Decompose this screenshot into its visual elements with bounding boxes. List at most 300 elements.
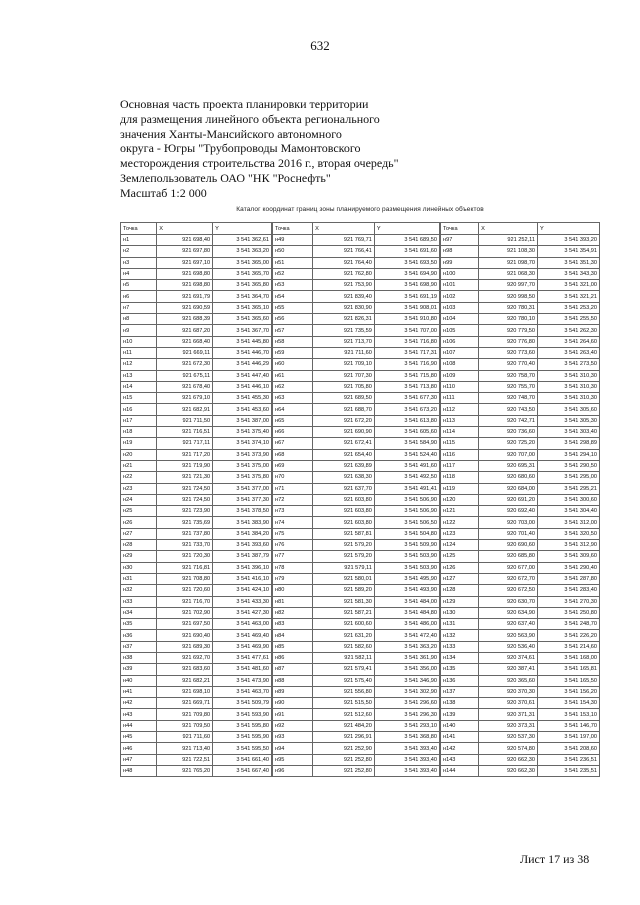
point-cell: н96 xyxy=(273,765,313,776)
point-cell: н88 xyxy=(273,675,313,686)
table-row xyxy=(441,404,600,415)
point-cell: н42 xyxy=(121,698,157,709)
x-cell: 921 582,60 xyxy=(313,641,375,652)
x-cell: 921 679,10 xyxy=(157,393,213,404)
point-cell: н92 xyxy=(273,720,313,731)
x-cell: 921 826,31 xyxy=(313,314,375,325)
table-row xyxy=(121,235,272,246)
point-cell: н143 xyxy=(441,754,479,765)
x-cell: 920 703,00 xyxy=(479,517,538,528)
y-cell: 3 541 453,60 xyxy=(213,404,272,415)
point-cell: н57 xyxy=(273,325,313,336)
point-cell: н103 xyxy=(441,302,479,313)
point-cell: н24 xyxy=(121,494,157,505)
x-cell: 921 587,81 xyxy=(313,528,375,539)
point-cell: н107 xyxy=(441,347,479,358)
y-cell: 3 541 393,40 xyxy=(374,743,439,754)
table-row xyxy=(441,641,600,652)
y-cell: 3 541 503,90 xyxy=(374,551,439,562)
y-cell: 3 541 593,90 xyxy=(213,709,272,720)
y-cell: 3 541 248,70 xyxy=(537,619,599,630)
table-row xyxy=(273,607,440,618)
point-cell: н15 xyxy=(121,393,157,404)
x-cell: 921 672,41 xyxy=(313,438,375,449)
point-cell: н7 xyxy=(121,302,157,313)
y-cell: 3 541 387,79 xyxy=(213,551,272,562)
point-cell: н90 xyxy=(273,698,313,709)
x-cell: 921 579,41 xyxy=(313,664,375,675)
y-cell: 3 541 707,00 xyxy=(374,325,439,336)
point-cell: н66 xyxy=(273,427,313,438)
table-row xyxy=(441,619,600,630)
y-cell: 3 541 595,50 xyxy=(213,743,272,754)
point-cell: н51 xyxy=(273,257,313,268)
y-cell: 3 541 716,90 xyxy=(374,359,439,370)
point-cell: н135 xyxy=(441,664,479,675)
table-row xyxy=(121,585,272,596)
table-row xyxy=(121,573,272,584)
title-line: Масштаб 1:2 000 xyxy=(120,185,207,200)
x-cell: 921 713,40 xyxy=(157,743,213,754)
point-cell: н70 xyxy=(273,472,313,483)
y-cell: 3 541 384,20 xyxy=(213,528,272,539)
y-cell: 3 541 365,80 xyxy=(213,280,272,291)
y-cell: 3 541 717,31 xyxy=(374,347,439,358)
y-cell: 3 541 295,00 xyxy=(537,472,599,483)
x-cell: 921 556,80 xyxy=(313,686,375,697)
table-row xyxy=(441,268,600,279)
table-row xyxy=(441,517,600,528)
y-cell: 3 541 290,50 xyxy=(537,460,599,471)
point-cell: н4 xyxy=(121,268,157,279)
x-cell: 920 662,30 xyxy=(479,765,538,776)
table-row xyxy=(441,528,600,539)
table-row xyxy=(441,732,600,743)
table-row xyxy=(273,720,440,731)
table-row xyxy=(121,291,272,302)
y-cell: 3 541 375,40 xyxy=(213,427,272,438)
x-cell: 921 689,30 xyxy=(157,641,213,652)
y-cell: 3 541 377,30 xyxy=(213,494,272,505)
point-cell: н99 xyxy=(441,257,479,268)
table-row xyxy=(441,652,600,663)
table-row xyxy=(273,257,440,268)
point-cell: н97 xyxy=(441,235,479,246)
point-cell: н94 xyxy=(273,743,313,754)
x-cell: 920 536,40 xyxy=(479,641,538,652)
point-cell: н62 xyxy=(273,381,313,392)
table-row xyxy=(273,393,440,404)
point-cell: н106 xyxy=(441,336,479,347)
point-cell: н77 xyxy=(273,551,313,562)
y-cell: 3 541 304,40 xyxy=(537,506,599,517)
x-cell: 921 688,70 xyxy=(313,404,375,415)
x-cell: 921 682,21 xyxy=(157,675,213,686)
point-cell: н120 xyxy=(441,494,479,505)
point-cell: н30 xyxy=(121,562,157,573)
x-cell: 921 669,11 xyxy=(157,347,213,358)
table-row xyxy=(121,381,272,392)
x-cell: 921 252,11 xyxy=(479,235,538,246)
y-cell: 3 541 362,61 xyxy=(213,235,272,246)
table-row xyxy=(273,709,440,720)
x-cell: 920 736,60 xyxy=(479,427,538,438)
x-cell: 920 755,70 xyxy=(479,381,538,392)
point-cell: н110 xyxy=(441,381,479,392)
y-cell: 3 541 253,20 xyxy=(537,302,599,313)
table-row xyxy=(121,540,272,551)
y-cell: 3 541 503,90 xyxy=(374,562,439,573)
point-cell: н84 xyxy=(273,630,313,641)
x-cell: 920 685,80 xyxy=(479,551,538,562)
y-cell: 3 541 363,20 xyxy=(213,246,272,257)
column-header-point: Точка xyxy=(441,223,479,235)
y-cell: 3 541 305,30 xyxy=(537,415,599,426)
y-cell: 3 541 694,90 xyxy=(374,268,439,279)
x-cell: 921 713,70 xyxy=(313,336,375,347)
table-row xyxy=(273,314,440,325)
x-cell: 920 690,60 xyxy=(479,540,538,551)
table-row xyxy=(441,415,600,426)
x-cell: 921 735,59 xyxy=(313,325,375,336)
y-cell: 3 541 433,30 xyxy=(213,596,272,607)
y-cell: 3 541 320,50 xyxy=(537,528,599,539)
y-cell: 3 541 377,00 xyxy=(213,483,272,494)
column-header-x: X xyxy=(313,223,375,235)
point-cell: н133 xyxy=(441,641,479,652)
point-cell: н100 xyxy=(441,268,479,279)
y-cell: 3 541 293,10 xyxy=(374,720,439,731)
table-header-row xyxy=(121,223,272,235)
x-cell: 921 515,50 xyxy=(313,698,375,709)
x-cell: 920 684,00 xyxy=(479,483,538,494)
y-cell: 3 541 312,00 xyxy=(537,517,599,528)
y-cell: 3 541 393,20 xyxy=(537,235,599,246)
x-cell: 920 374,61 xyxy=(479,652,538,663)
x-cell: 920 742,71 xyxy=(479,415,538,426)
point-cell: н83 xyxy=(273,619,313,630)
table-row xyxy=(273,291,440,302)
y-cell: 3 541 263,40 xyxy=(537,347,599,358)
point-cell: н114 xyxy=(441,427,479,438)
table-row xyxy=(441,607,600,618)
x-cell: 921 724,50 xyxy=(157,494,213,505)
x-cell: 921 678,40 xyxy=(157,381,213,392)
y-cell: 3 541 255,50 xyxy=(537,314,599,325)
y-cell: 3 541 273,50 xyxy=(537,359,599,370)
y-cell: 3 541 469,40 xyxy=(213,630,272,641)
coordinates-table xyxy=(272,222,440,777)
point-cell: н20 xyxy=(121,449,157,460)
point-cell: н79 xyxy=(273,573,313,584)
x-cell: 921 580,01 xyxy=(313,573,375,584)
x-cell: 921 691,79 xyxy=(157,291,213,302)
point-cell: н35 xyxy=(121,619,157,630)
x-cell: 920 563,90 xyxy=(479,630,538,641)
table-row xyxy=(121,268,272,279)
table-row xyxy=(273,517,440,528)
y-cell: 3 541 473,90 xyxy=(213,675,272,686)
point-cell: н74 xyxy=(273,517,313,528)
point-cell: н60 xyxy=(273,359,313,370)
x-cell: 921 723,90 xyxy=(157,506,213,517)
y-cell: 3 541 154,30 xyxy=(537,698,599,709)
sheet-footer: Лист 17 из 38 xyxy=(520,852,590,866)
point-cell: н136 xyxy=(441,675,479,686)
y-cell: 3 541 416,10 xyxy=(213,573,272,584)
table-row xyxy=(441,754,600,765)
x-cell: 920 637,40 xyxy=(479,619,538,630)
x-cell: 920 695,31 xyxy=(479,460,538,471)
point-cell: н121 xyxy=(441,506,479,517)
y-cell: 3 541 250,80 xyxy=(537,607,599,618)
y-cell: 3 541 287,80 xyxy=(537,573,599,584)
coordinates-table-1 xyxy=(120,222,272,775)
coordinates-table-2 xyxy=(272,222,440,775)
coordinates-table-3 xyxy=(440,222,600,775)
point-cell: н40 xyxy=(121,675,157,686)
y-cell: 3 541 463,00 xyxy=(213,619,272,630)
y-cell: 3 541 214,60 xyxy=(537,641,599,652)
point-cell: н87 xyxy=(273,664,313,675)
y-cell: 3 541 383,90 xyxy=(213,517,272,528)
y-cell: 3 541 235,51 xyxy=(537,765,599,776)
point-cell: н108 xyxy=(441,359,479,370)
table-row xyxy=(121,449,272,460)
x-cell: 921 711,60 xyxy=(313,347,375,358)
point-cell: н59 xyxy=(273,347,313,358)
x-cell: 921 765,20 xyxy=(157,765,213,776)
point-cell: н37 xyxy=(121,641,157,652)
column-header-x: X xyxy=(157,223,213,235)
table-row xyxy=(441,235,600,246)
y-cell: 3 541 305,60 xyxy=(537,404,599,415)
point-cell: н10 xyxy=(121,336,157,347)
y-cell: 3 541 484,80 xyxy=(374,607,439,618)
point-cell: н138 xyxy=(441,698,479,709)
point-cell: н3 xyxy=(121,257,157,268)
point-cell: н129 xyxy=(441,596,479,607)
y-cell: 3 541 469,90 xyxy=(213,641,272,652)
x-cell: 921 603,80 xyxy=(313,517,375,528)
y-cell: 3 541 463,70 xyxy=(213,686,272,697)
x-cell: 921 692,70 xyxy=(157,652,213,663)
x-cell: 920 537,30 xyxy=(479,732,538,743)
x-cell: 921 709,50 xyxy=(157,720,213,731)
point-cell: н55 xyxy=(273,302,313,313)
x-cell: 920 743,50 xyxy=(479,404,538,415)
x-cell: 921 098,70 xyxy=(479,257,538,268)
table-row xyxy=(441,698,600,709)
table-row xyxy=(273,325,440,336)
point-cell: н64 xyxy=(273,404,313,415)
y-cell: 3 541 393,40 xyxy=(374,765,439,776)
table-row xyxy=(273,698,440,709)
point-cell: н124 xyxy=(441,540,479,551)
table-row xyxy=(441,675,600,686)
x-cell: 921 697,80 xyxy=(157,246,213,257)
point-cell: н53 xyxy=(273,280,313,291)
point-cell: н9 xyxy=(121,325,157,336)
table-row xyxy=(441,573,600,584)
point-cell: н68 xyxy=(273,449,313,460)
table-row xyxy=(121,336,272,347)
table-row xyxy=(273,268,440,279)
table-row xyxy=(441,302,600,313)
y-cell: 3 541 309,60 xyxy=(537,551,599,562)
x-cell: 921 735,69 xyxy=(157,517,213,528)
table-row xyxy=(121,652,272,663)
x-cell: 921 672,30 xyxy=(157,359,213,370)
point-cell: н125 xyxy=(441,551,479,562)
y-cell: 3 541 910,80 xyxy=(374,314,439,325)
x-cell: 921 575,40 xyxy=(313,675,375,686)
table-row xyxy=(121,517,272,528)
point-cell: н43 xyxy=(121,709,157,720)
y-cell: 3 541 524,40 xyxy=(374,449,439,460)
x-cell: 921 717,20 xyxy=(157,449,213,460)
x-cell: 921 581,30 xyxy=(313,596,375,607)
table-row xyxy=(273,754,440,765)
point-cell: н71 xyxy=(273,483,313,494)
x-cell: 920 773,60 xyxy=(479,347,538,358)
point-cell: н127 xyxy=(441,573,479,584)
point-cell: н118 xyxy=(441,472,479,483)
point-cell: н48 xyxy=(121,765,157,776)
table-row xyxy=(441,686,600,697)
y-cell: 3 541 504,80 xyxy=(374,528,439,539)
table-row xyxy=(273,404,440,415)
y-cell: 3 541 492,50 xyxy=(374,472,439,483)
table-row xyxy=(441,596,600,607)
x-cell: 921 068,30 xyxy=(479,268,538,279)
table-row xyxy=(273,619,440,630)
y-cell: 3 541 373,90 xyxy=(213,449,272,460)
x-cell: 920 707,00 xyxy=(479,449,538,460)
point-cell: н67 xyxy=(273,438,313,449)
x-cell: 921 579,11 xyxy=(313,562,375,573)
y-cell: 3 541 691,19 xyxy=(374,291,439,302)
table-row xyxy=(273,551,440,562)
y-cell: 3 541 691,60 xyxy=(374,246,439,257)
table-row xyxy=(441,472,600,483)
point-cell: н21 xyxy=(121,460,157,471)
table-caption: Каталог координат границ зоны планируемого размещения линейных объектов xyxy=(236,206,484,213)
point-cell: н86 xyxy=(273,652,313,663)
table-row xyxy=(121,302,272,313)
table-row xyxy=(121,664,272,675)
y-cell: 3 541 661,40 xyxy=(213,754,272,765)
y-cell: 3 541 295,21 xyxy=(537,483,599,494)
table-row xyxy=(121,732,272,743)
point-cell: н63 xyxy=(273,393,313,404)
x-cell: 921 762,80 xyxy=(313,268,375,279)
y-cell: 3 541 321,21 xyxy=(537,291,599,302)
x-cell: 920 691,20 xyxy=(479,494,538,505)
point-cell: н126 xyxy=(441,562,479,573)
x-cell: 921 830,90 xyxy=(313,302,375,313)
table-row xyxy=(121,709,272,720)
table-row xyxy=(121,506,272,517)
point-cell: н54 xyxy=(273,291,313,302)
point-cell: н19 xyxy=(121,438,157,449)
x-cell: 921 579,20 xyxy=(313,551,375,562)
x-cell: 921 668,40 xyxy=(157,336,213,347)
coordinates-table xyxy=(120,222,272,777)
x-cell: 921 484,20 xyxy=(313,720,375,731)
table-row xyxy=(121,765,272,776)
y-cell: 3 541 302,90 xyxy=(374,686,439,697)
x-cell: 921 764,40 xyxy=(313,257,375,268)
point-cell: н33 xyxy=(121,596,157,607)
table-row xyxy=(121,483,272,494)
table-header-row xyxy=(273,223,440,235)
x-cell: 921 669,71 xyxy=(157,698,213,709)
point-cell: н109 xyxy=(441,370,479,381)
table-row xyxy=(441,325,600,336)
y-cell: 3 541 356,00 xyxy=(374,664,439,675)
y-cell: 3 541 481,60 xyxy=(213,664,272,675)
point-cell: н52 xyxy=(273,268,313,279)
y-cell: 3 541 667,40 xyxy=(213,765,272,776)
page-number: 632 xyxy=(310,38,330,53)
table-row xyxy=(273,765,440,776)
y-cell: 3 541 365,00 xyxy=(213,257,272,268)
point-cell: н128 xyxy=(441,585,479,596)
point-cell: н5 xyxy=(121,280,157,291)
table-row xyxy=(121,370,272,381)
y-cell: 3 541 153,10 xyxy=(537,709,599,720)
point-cell: н119 xyxy=(441,483,479,494)
table-row xyxy=(441,427,600,438)
table-row xyxy=(273,449,440,460)
y-cell: 3 541 393,40 xyxy=(374,754,439,765)
x-cell: 921 587,21 xyxy=(313,607,375,618)
table-row xyxy=(121,347,272,358)
x-cell: 920 998,50 xyxy=(479,291,538,302)
table-row xyxy=(273,472,440,483)
x-cell: 921 722,51 xyxy=(157,754,213,765)
point-cell: н142 xyxy=(441,743,479,754)
table-row xyxy=(273,585,440,596)
y-cell: 3 541 374,10 xyxy=(213,438,272,449)
title-line: Основная часть проекта планировки территории xyxy=(120,97,369,111)
point-cell: н72 xyxy=(273,494,313,505)
x-cell: 921 698,80 xyxy=(157,280,213,291)
point-cell: н140 xyxy=(441,720,479,731)
x-cell: 920 997,70 xyxy=(479,280,538,291)
x-cell: 921 724,50 xyxy=(157,483,213,494)
table-row xyxy=(273,641,440,652)
x-cell: 921 675,11 xyxy=(157,370,213,381)
y-cell: 3 541 270,30 xyxy=(537,596,599,607)
table-row xyxy=(441,551,600,562)
column-header-point: Точка xyxy=(121,223,157,235)
point-cell: н25 xyxy=(121,506,157,517)
y-cell: 3 541 310,30 xyxy=(537,393,599,404)
y-cell: 3 541 446,70 xyxy=(213,347,272,358)
x-cell: 921 589,20 xyxy=(313,585,375,596)
point-cell: н85 xyxy=(273,641,313,652)
y-cell: 3 541 595,90 xyxy=(213,732,272,743)
column-header-x: X xyxy=(479,223,538,235)
y-cell: 3 541 156,20 xyxy=(537,686,599,697)
table-header-row xyxy=(441,223,600,235)
x-cell: 921 252,80 xyxy=(313,765,375,776)
table-row xyxy=(121,280,272,291)
table-row xyxy=(273,743,440,754)
table-row xyxy=(121,630,272,641)
